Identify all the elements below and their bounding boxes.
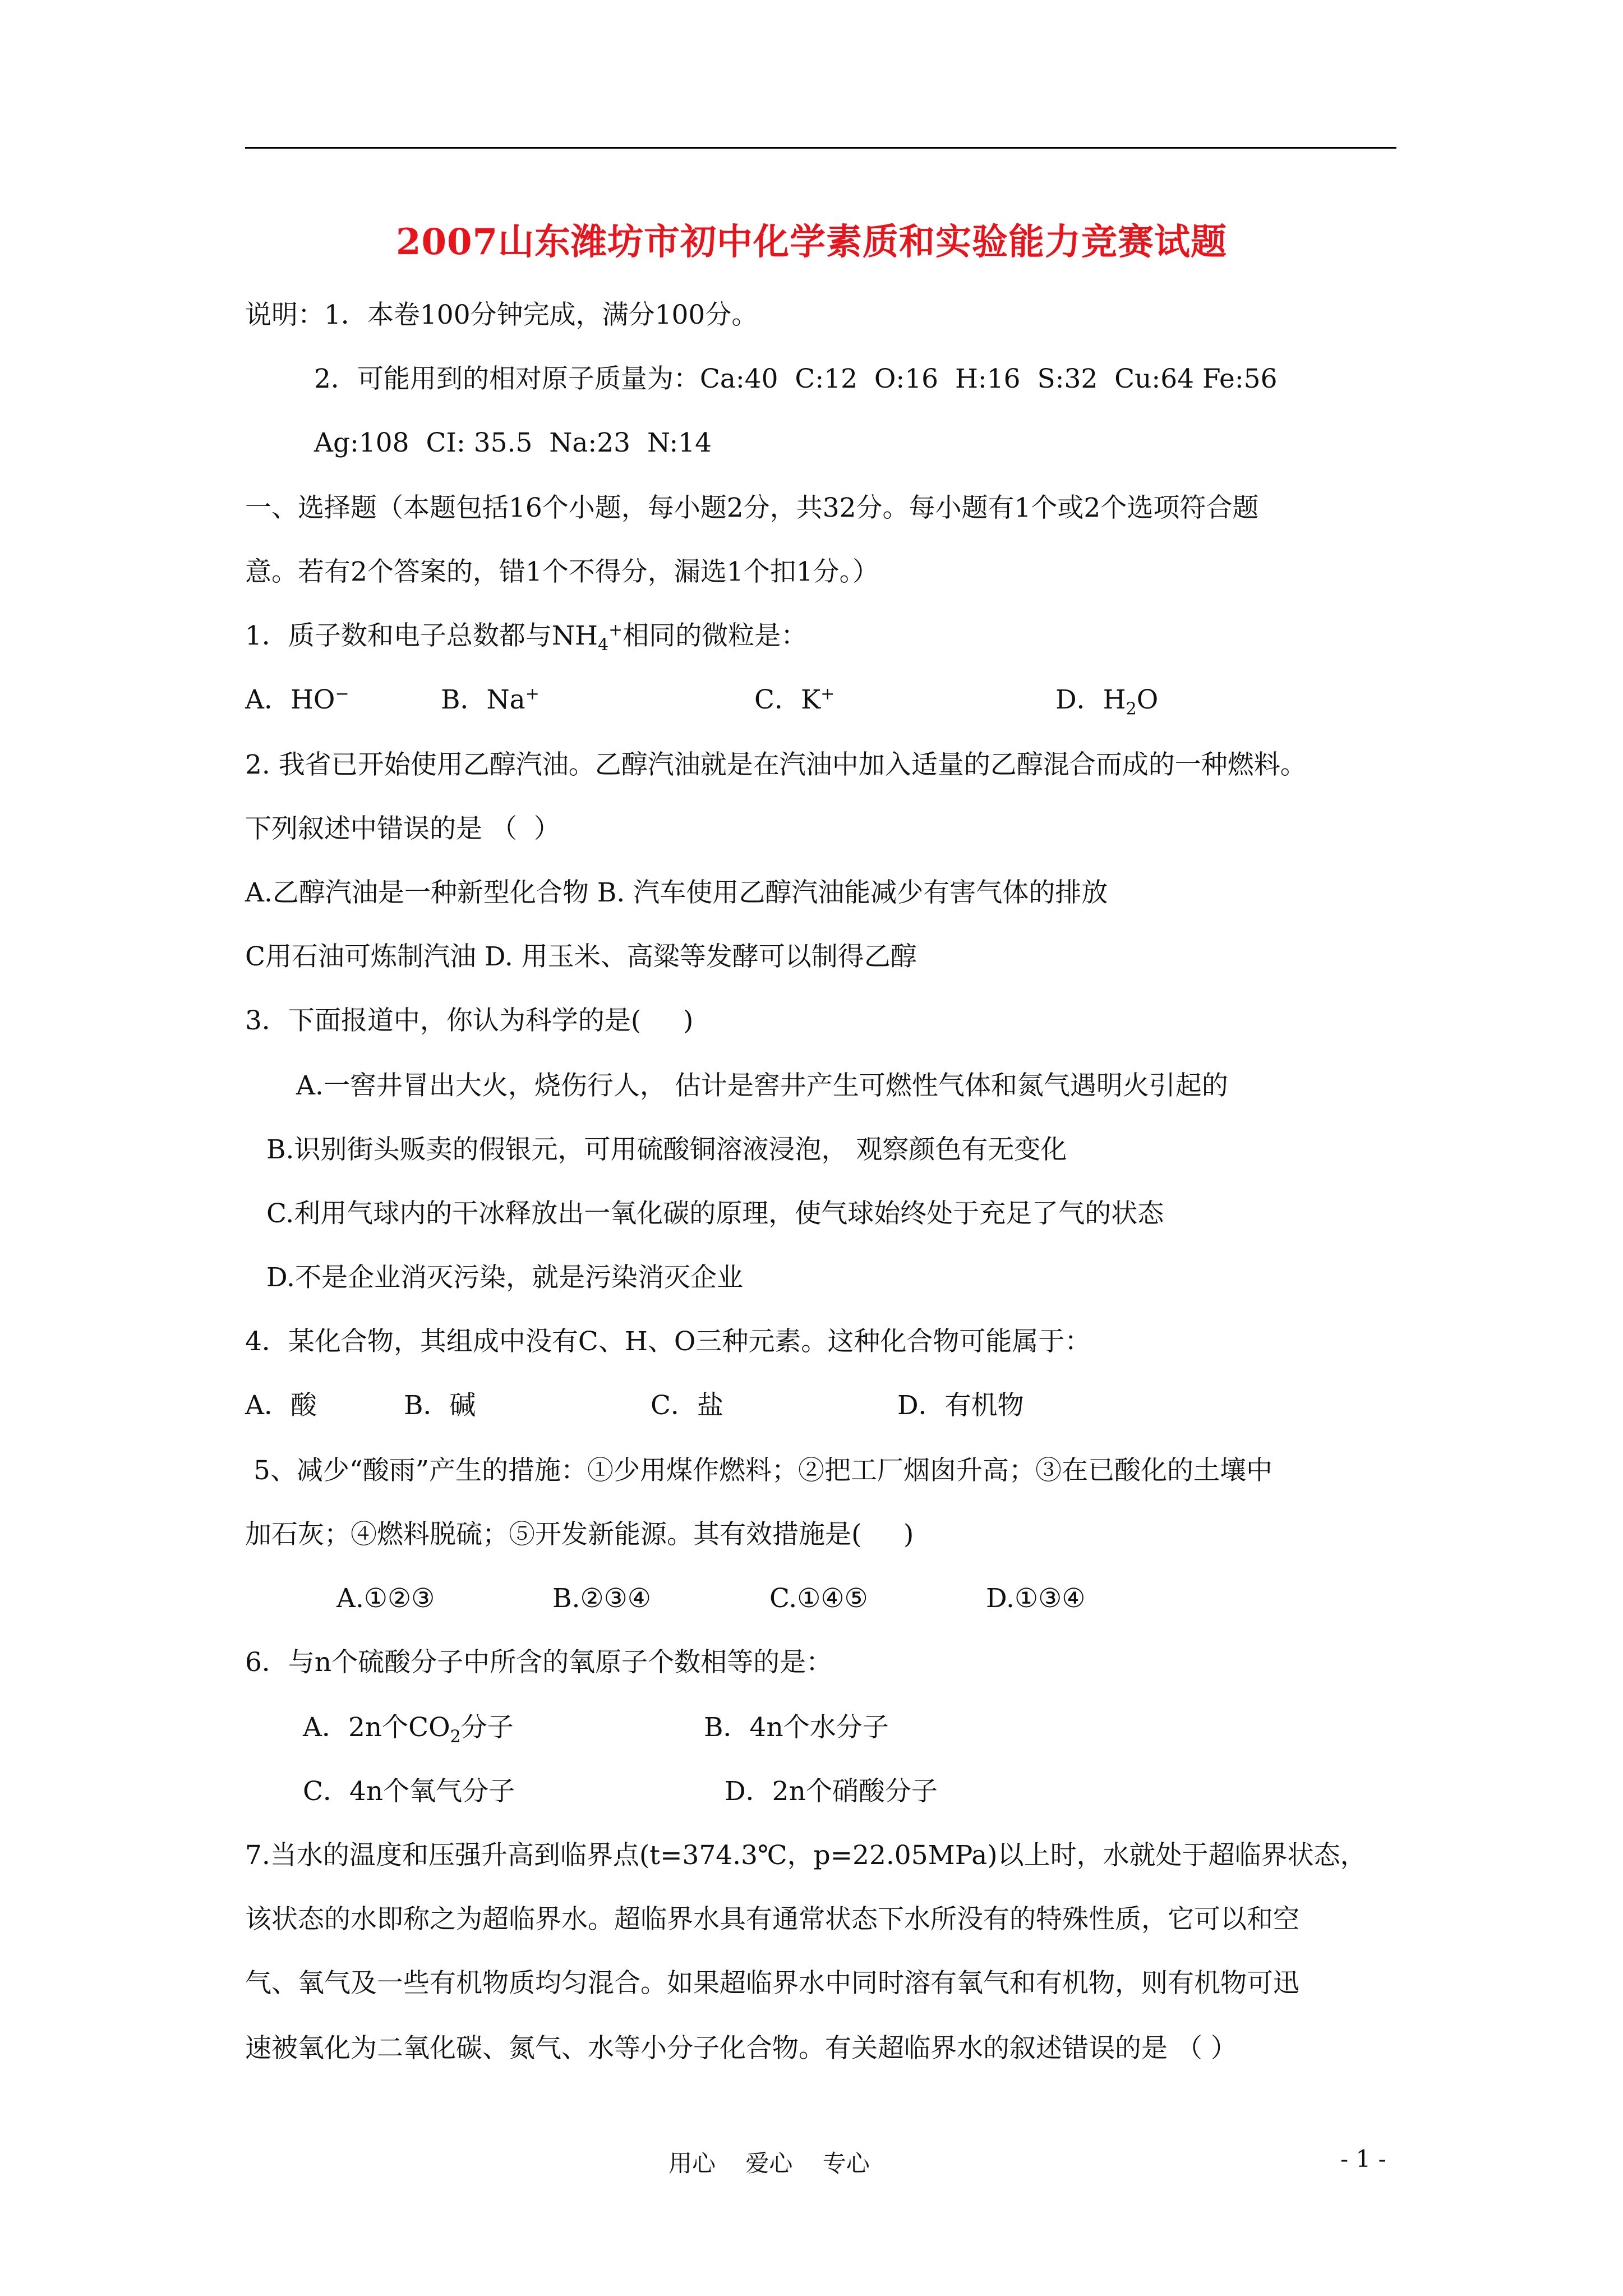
question-5-line-1: 5、减少“酸雨”产生的措施：①少用煤作燃料；②把工厂烟囱升高；③在已酸化的土壤中 (253, 1455, 1272, 1486)
question-3-option-c: C.利用气球内的干冰释放出一氧化碳的原理，使气球始终处于充足了气的状态 (266, 1198, 1164, 1229)
question-6-option-c: C．4n个氧气分子 (303, 1776, 515, 1807)
header-rule (245, 147, 1396, 149)
question-6-option-d: D．2n个硝酸分子 (725, 1776, 938, 1807)
footer-motto: 用心 爱心 专心 (668, 2150, 870, 2177)
question-1-option-c: C．K+ (754, 684, 835, 715)
question-6-stem: 6．与n个硫酸分子中所含的氧原子个数相等的是： (245, 1647, 833, 1678)
question-1-option-b: B．Na+ (441, 684, 540, 715)
question-1-option-d: D．$H_2O$ (1055, 684, 1159, 719)
instructions-line-2: 2．可能用到的相对原子质量为：Ca:40 C:12 O:16 H:16 S:32 Cu:64 Fe:56 (314, 364, 1278, 394)
question-5-option-b: B.②③④ (552, 1583, 651, 1614)
question-3-option-d: D.不是企业消灭污染，就是污染消灭企业 (266, 1262, 743, 1293)
question-6-option-a: A．2n个$CO_2$分子 (303, 1712, 514, 1747)
instructions-line-1: 说明：1．本卷100分钟完成，满分100分。 (245, 300, 758, 330)
section-1-line-1: 一、选择题（本题包括16个小题，每小题2分，共32分。每小题有1个或2个选项符合题 (245, 493, 1259, 523)
question-3-option-a: A.一窖井冒出大火，烧伤行人， 估计是窖井产生可燃性气体和氮气遇明火引起的 (296, 1070, 1228, 1101)
question-7-line-2: 该状态的水即称之为超临界水。超临界水具有通常状态下水所没有的特殊性质，它可以和空 (245, 1904, 1299, 1935)
instructions-line-3: Ag:108 CI: 35.5 Na:23 N:14 (314, 427, 712, 458)
question-4-option-c: C．盐 (651, 1390, 723, 1421)
question-5-option-c: C.①④⑤ (769, 1583, 868, 1614)
question-4-option-d: D．有机物 (897, 1390, 1024, 1421)
question-4-stem: 4．某化合物，其组成中没有C、H、O三种元素。这种化合物可能属于： (245, 1326, 1091, 1357)
question-7-line-1: 7.当水的温度和压强升高到临界点(t=374.3℃，p=22.05MPa)以上时，水就处于超临界状态， (245, 1840, 1367, 1871)
question-5-option-d: D.①③④ (986, 1583, 1086, 1614)
question-2-line-3: A.乙醇汽油是一种新型化合物 B. 汽车使用乙醇汽油能减少有害气体的排放 (245, 877, 1108, 908)
question-1-option-a: A．HO− (245, 684, 349, 715)
question-4-option-a: A．酸 (245, 1390, 317, 1421)
question-2-line-4: C用石油可炼制汽油 D. 用玉米、高粱等发酵可以制得乙醇 (245, 941, 917, 972)
section-1-line-2: 意。若有2个答案的，错1个不得分，漏选1个扣1分。） (245, 556, 879, 587)
question-3-option-b: B.识别街头贩卖的假银元，可用硫酸铜溶液浸泡， 观察颜色有无变化 (266, 1134, 1067, 1165)
question-4-option-b: B．碱 (404, 1390, 476, 1421)
question-7-line-4: 速被氧化为二氧化碳、氮气、水等小分子化合物。有关超临界水的叙述错误的是 （ ） (245, 2033, 1237, 2064)
page-title: 2007山东潍坊市初中化学素质和实验能力竞赛试题 (395, 221, 1228, 263)
question-7-line-3: 气、氧气及一些有机物质均匀混合。如果超临界水中同时溶有氧气和有机物，则有机物可迅 (245, 1968, 1299, 1999)
page-number: - 1 - (1340, 2145, 1386, 2173)
question-2-line-1: 2. 我省已开始使用乙醇汽油。乙醇汽油就是在汽油中加入适量的乙醇混合而成的一种燃料。 (245, 749, 1307, 780)
question-6-option-b: B．4n个水分子 (704, 1712, 889, 1743)
question-1-stem: 1．质子数和电子总数都与$NH_4^+$相同的微粒是： (245, 620, 808, 655)
question-3-stem: 3．下面报道中，你认为科学的是( ) (245, 1005, 694, 1036)
question-2-line-2: 下列叙述中错误的是 （ ） (245, 813, 560, 844)
question-5-line-2: 加石灰；④燃料脱硫；⑤开发新能源。其有效措施是( ) (245, 1519, 914, 1550)
question-5-option-a: A.①②③ (336, 1583, 435, 1614)
